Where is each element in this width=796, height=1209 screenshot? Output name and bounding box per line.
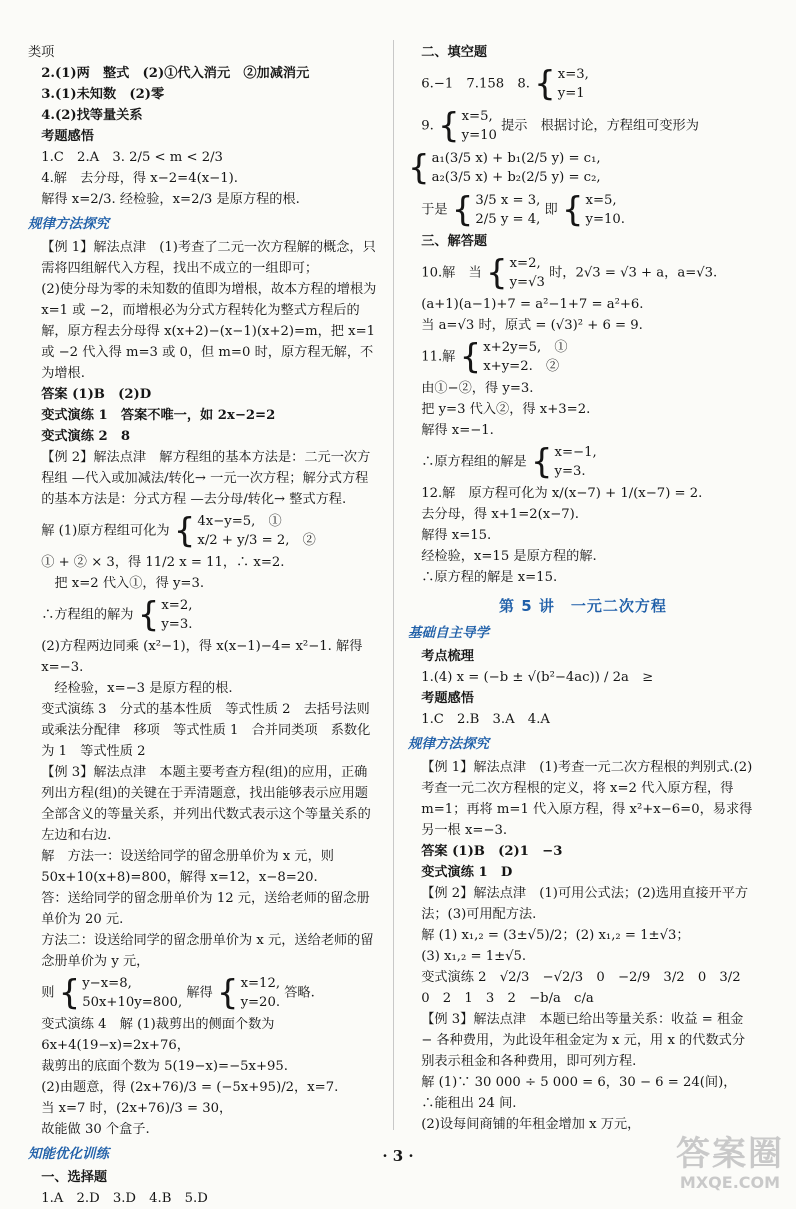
brace-icon: {	[459, 337, 482, 377]
equation: y=1	[557, 86, 585, 101]
answer-line: 3.(1)未知数 (2)零	[41, 87, 165, 102]
subheading: 考题感悟	[41, 129, 94, 144]
brace-icon: {	[485, 253, 508, 293]
text-line: (3) x₁,₂ = 1±√5.	[421, 949, 527, 964]
equation: x/2 + y/3 = 2, ②	[197, 533, 316, 548]
answer-line: 4.(2)找等量关系	[41, 108, 143, 123]
equation-system	[438, 107, 497, 145]
text-line: 变式演练 2 √2/3 −√2/3 0 −2/9 3/2 0 3/2	[421, 970, 741, 985]
equation: x+y=2. ②	[483, 359, 560, 374]
answer-line: 解得 x=2/3. 经检验，x=2/3 是原方程的根.	[41, 192, 300, 207]
text-line: (a+1)(a−1)+7 = a²−1+7 = a²+6.	[421, 297, 644, 312]
paragraph: 【例 3】解法点津 本题主要考查方程(组)的应用，正确列出方程(组)的关键在于弄清题意，找出能够表示应用题全部含义的等量关系，并列出代数式表示这个等量关系的左边和右边.	[41, 765, 371, 843]
subheading: 一、选择题	[41, 1170, 108, 1185]
subheading: 考题感悟	[421, 691, 474, 706]
text-line: 经检验，x=−3 是原方程的根.	[54, 681, 233, 696]
watermark-logo: 答案圈	[676, 1134, 784, 1174]
equation: x+2y=5, ①	[483, 340, 568, 355]
text-line: 故能做 30 个盒子.	[41, 1122, 150, 1137]
text-line: 去分母，得 x+1=2(x−7).	[421, 507, 579, 522]
text-line: (2)设每间商铺的年租金增加 x 万元，	[421, 1117, 641, 1132]
equation-row	[408, 147, 758, 189]
text: 于是	[421, 202, 448, 218]
paragraph: 解 方法一：设送给同学的留念册单价为 x 元，则 50x+10(x+8)=800，解得 x=12，x−8=20.	[41, 849, 334, 885]
equation-system	[531, 443, 597, 481]
text-line: (2)方程两边同乘 (x²−1)，得 x(x−1)−4= x²−1. 解得 x=−3.	[41, 639, 363, 675]
equation: 50x+10y=800,	[82, 995, 183, 1010]
text-line: (2)由题意，得 (2x+76)/3 = (−5x+95)/2，x=7.	[41, 1080, 339, 1095]
text: ∴方程组的解为	[41, 607, 134, 623]
brace-icon: {	[173, 511, 196, 551]
answer-line: 变式演练 2 8	[41, 429, 131, 444]
text-line: 12.解 原方程可化为 x/(x−7) + 1/(x−7) = 2.	[421, 486, 703, 501]
text: 即	[544, 202, 558, 218]
equation-system	[486, 254, 545, 292]
text-line: 由①−②，得 y=3.	[421, 381, 534, 396]
answer-line: 变式演练 1 答案不唯一，如 2x−2=2	[41, 408, 276, 423]
text: 9.	[421, 118, 434, 134]
text: 解得	[186, 985, 213, 1001]
answer-line: 4.解 去分母，得 x−2=4(x−1).	[41, 171, 238, 186]
equation-system	[452, 191, 541, 229]
lecture-title: 第 5 讲 一元二次方程	[499, 597, 667, 615]
equation: 3/5 x = 3,	[475, 193, 541, 208]
equation-system	[460, 338, 568, 376]
paragraph: 变式演练 3 分式的基本性质 等式性质 2 去括号法则或乘法分配律 移项 等式性质 1 合并同类项 系数化为 1 等式性质 2	[41, 702, 371, 759]
equation: y=3.	[161, 617, 193, 632]
equation-system	[174, 512, 316, 550]
answer-line: 1.C 2.A 3. 2/5 < m < 2/3	[41, 150, 223, 165]
text-line: 解 (1)∵ 30 000 ÷ 5 000 = 6，30 − 6 = 24(间)，	[421, 1075, 737, 1090]
text-line: ∴能租出 24 间.	[421, 1096, 517, 1111]
equation: y−x=8,	[82, 976, 132, 991]
equation-row	[408, 252, 758, 294]
section-heading: 规律方法探究	[28, 216, 109, 232]
paragraph: 【例 1】解法点津 (1)考查了二元一次方程解的概念，只需将四组解代入方程，找出不成立的一组即可；	[41, 240, 376, 276]
equation: x=2,	[161, 598, 193, 613]
brace-icon: {	[137, 595, 160, 635]
equation-system	[59, 974, 183, 1012]
equation: 2/5 y = 4,	[475, 212, 541, 227]
paragraph: 【例 3】解法点津 本题已给出等量关系：收益 = 租金 − 各种费用，为此设年租金定为 x 元，用 x 的代数式分别表示租金和各种费用，即可列方程.	[421, 1012, 746, 1069]
equation: a₁(3/5 x) + b₁(2/5 y) = c₁,	[431, 151, 601, 166]
text: 则	[41, 985, 55, 1001]
text: 解 (1)原方程组可化为	[41, 523, 170, 539]
answer-line: 答案 (1)B (2)1 −3	[421, 844, 563, 859]
equation-system	[408, 149, 601, 187]
text-line: 解得 x=−1.	[421, 423, 494, 438]
left-column	[28, 42, 378, 1209]
answer-line: 变式演练 1 D	[421, 865, 513, 880]
equation: x=2,	[509, 256, 541, 271]
paragraph: 【例 2】解法点津 解方程组的基本方法是：二元一次方程组 —代入或加减法/转化→ 一元一次方程；解分式方程的基本方法是：分式方程 —去分母/转化→ 整式方程.	[41, 450, 371, 507]
text-line: ∴原方程的解是 x=15.	[421, 570, 558, 585]
equation-row	[28, 510, 378, 552]
answer-line: 答案 (1)B (2)D	[41, 387, 152, 402]
text-line: 解 (1) x₁,₂ = (3±√5)/2；(2) x₁,₂ = 1±√3；	[421, 928, 690, 943]
section-heading: 知能优化训练	[28, 1146, 109, 1162]
equation: 4x−y=5, ①	[197, 514, 282, 529]
equation-system	[562, 191, 625, 229]
paragraph: (2)使分母为零的未知数的值即为增根，故本方程的增根为 x=1 或 −2，而增根必为分式方程转化为整式方程后的解，原方程去分母得 x(x+2)−(x−1)(x+2)=m，把 x=1 或 −2 代入得 m=3 或 0，但 m=0 时，原方程无解，不为增根.	[41, 282, 377, 381]
text-line: 0 2 1 3 2 −b/a c/a	[421, 991, 594, 1006]
brace-icon: {	[408, 148, 430, 188]
equation-row	[28, 972, 378, 1014]
subheading: 二、填空题	[421, 45, 488, 60]
equation-row	[408, 336, 758, 378]
equation-row	[408, 441, 758, 483]
brace-icon: {	[561, 190, 584, 230]
equation: x=5,	[585, 193, 617, 208]
answer-line: 1.C 2.B 3.A 4.A	[421, 712, 550, 727]
text: ∴原方程组的解是	[421, 454, 527, 470]
equation: y=√3	[509, 275, 545, 290]
paragraph: 【例 1】解法点津 (1)考查一元二次方程根的判别式.(2)考查一元二次方程根的定义，将 x=2 代入原方程，得 m=1；再将 m=1 代入原方程，得 x²+x−6=0，易求得另一根 x=−3.	[421, 760, 753, 838]
watermark-url: MXQE.COM	[679, 1173, 781, 1192]
subheading: 三、解答题	[421, 234, 488, 249]
paragraph: 方法二：设送给同学的留念册单价为 x 元，送给老师的留念册单价为 y 元，	[41, 933, 374, 969]
text-line: 解得 x=15.	[421, 528, 492, 543]
paragraph: 答：送给同学的留念册单价为 12 元，送给老师的留念册单价为 20 元.	[41, 891, 370, 927]
text: 10.解 当	[421, 265, 482, 281]
equation-row	[28, 594, 378, 636]
section-heading: 规律方法探究	[408, 736, 489, 752]
text-line: 当 a=√3 时，原式 = (√3)² + 6 = 9.	[421, 318, 643, 333]
equation-row	[408, 105, 758, 147]
text-line: 把 y=3 代入②，得 x+3=2.	[421, 402, 591, 417]
section-heading: 基础自主导学	[408, 625, 489, 641]
equation-system	[534, 65, 589, 103]
text: 答略.	[284, 985, 315, 1001]
text-line: 裁剪出的底面个数为 5(19−x)=−5x+95.	[41, 1059, 288, 1074]
text: 6.−1 7.158 8.	[421, 76, 530, 92]
paragraph: 【例 2】解法点津 (1)可用公式法；(2)选用直接开平方法；(3)可用配方法.	[421, 886, 749, 922]
text: 提示 根据讨论，方程组可变形为	[501, 118, 699, 134]
text-line: 当 x=7 时，(2x+76)/3 = 30，	[41, 1101, 233, 1116]
text-line: 类项	[28, 45, 55, 60]
equation-row	[408, 189, 758, 231]
brace-icon: {	[216, 973, 239, 1013]
text-line: 把 x=2 代入①，得 y=3.	[54, 576, 205, 591]
brace-icon: {	[437, 106, 460, 146]
equation-row	[408, 63, 758, 105]
subheading: 考点梳理	[421, 649, 474, 664]
equation-system	[138, 596, 193, 634]
column-divider	[393, 40, 394, 1130]
paragraph: 变式演练 4 解 (1)裁剪出的侧面个数为 6x+4(19−x)=2x+76，	[41, 1017, 275, 1053]
equation: y=20.	[240, 995, 281, 1010]
equation: y=10	[461, 128, 497, 143]
text-line: ① + ② × 3，得 11/2 x = 11，∴ x=2.	[41, 555, 285, 570]
brace-icon: {	[534, 64, 556, 104]
equation: x=−1,	[554, 445, 597, 460]
equation: a₂(3/5 x) + b₂(2/5 y) = c₂,	[431, 170, 601, 185]
equation: x=5,	[461, 109, 493, 124]
right-column	[408, 42, 758, 1135]
equation: x=12,	[240, 976, 281, 991]
text: 时，2√3 = √3 + a，a=√3.	[549, 265, 718, 281]
answer-line: 2.(1)两 整式 (2)①代入消元 ②加减消元	[41, 66, 310, 81]
answer-line: 1.A 2.D 3.D 4.B 5.D	[41, 1191, 208, 1206]
page-number: · 3 ·	[382, 1147, 414, 1165]
text-line: 经检验，x=15 是原方程的解.	[421, 549, 597, 564]
equation: y=10.	[585, 212, 626, 227]
equation-system	[217, 974, 280, 1012]
text: 11.解	[421, 349, 456, 365]
equation: x=3,	[557, 67, 589, 82]
brace-icon: {	[530, 442, 553, 482]
equation: y=3.	[554, 464, 586, 479]
brace-icon: {	[58, 973, 81, 1013]
answer-line: 1.(4) x = (−b ± √(b²−4ac)) / 2a ≥	[421, 670, 654, 685]
brace-icon: {	[451, 190, 474, 230]
watermark	[676, 1134, 784, 1192]
